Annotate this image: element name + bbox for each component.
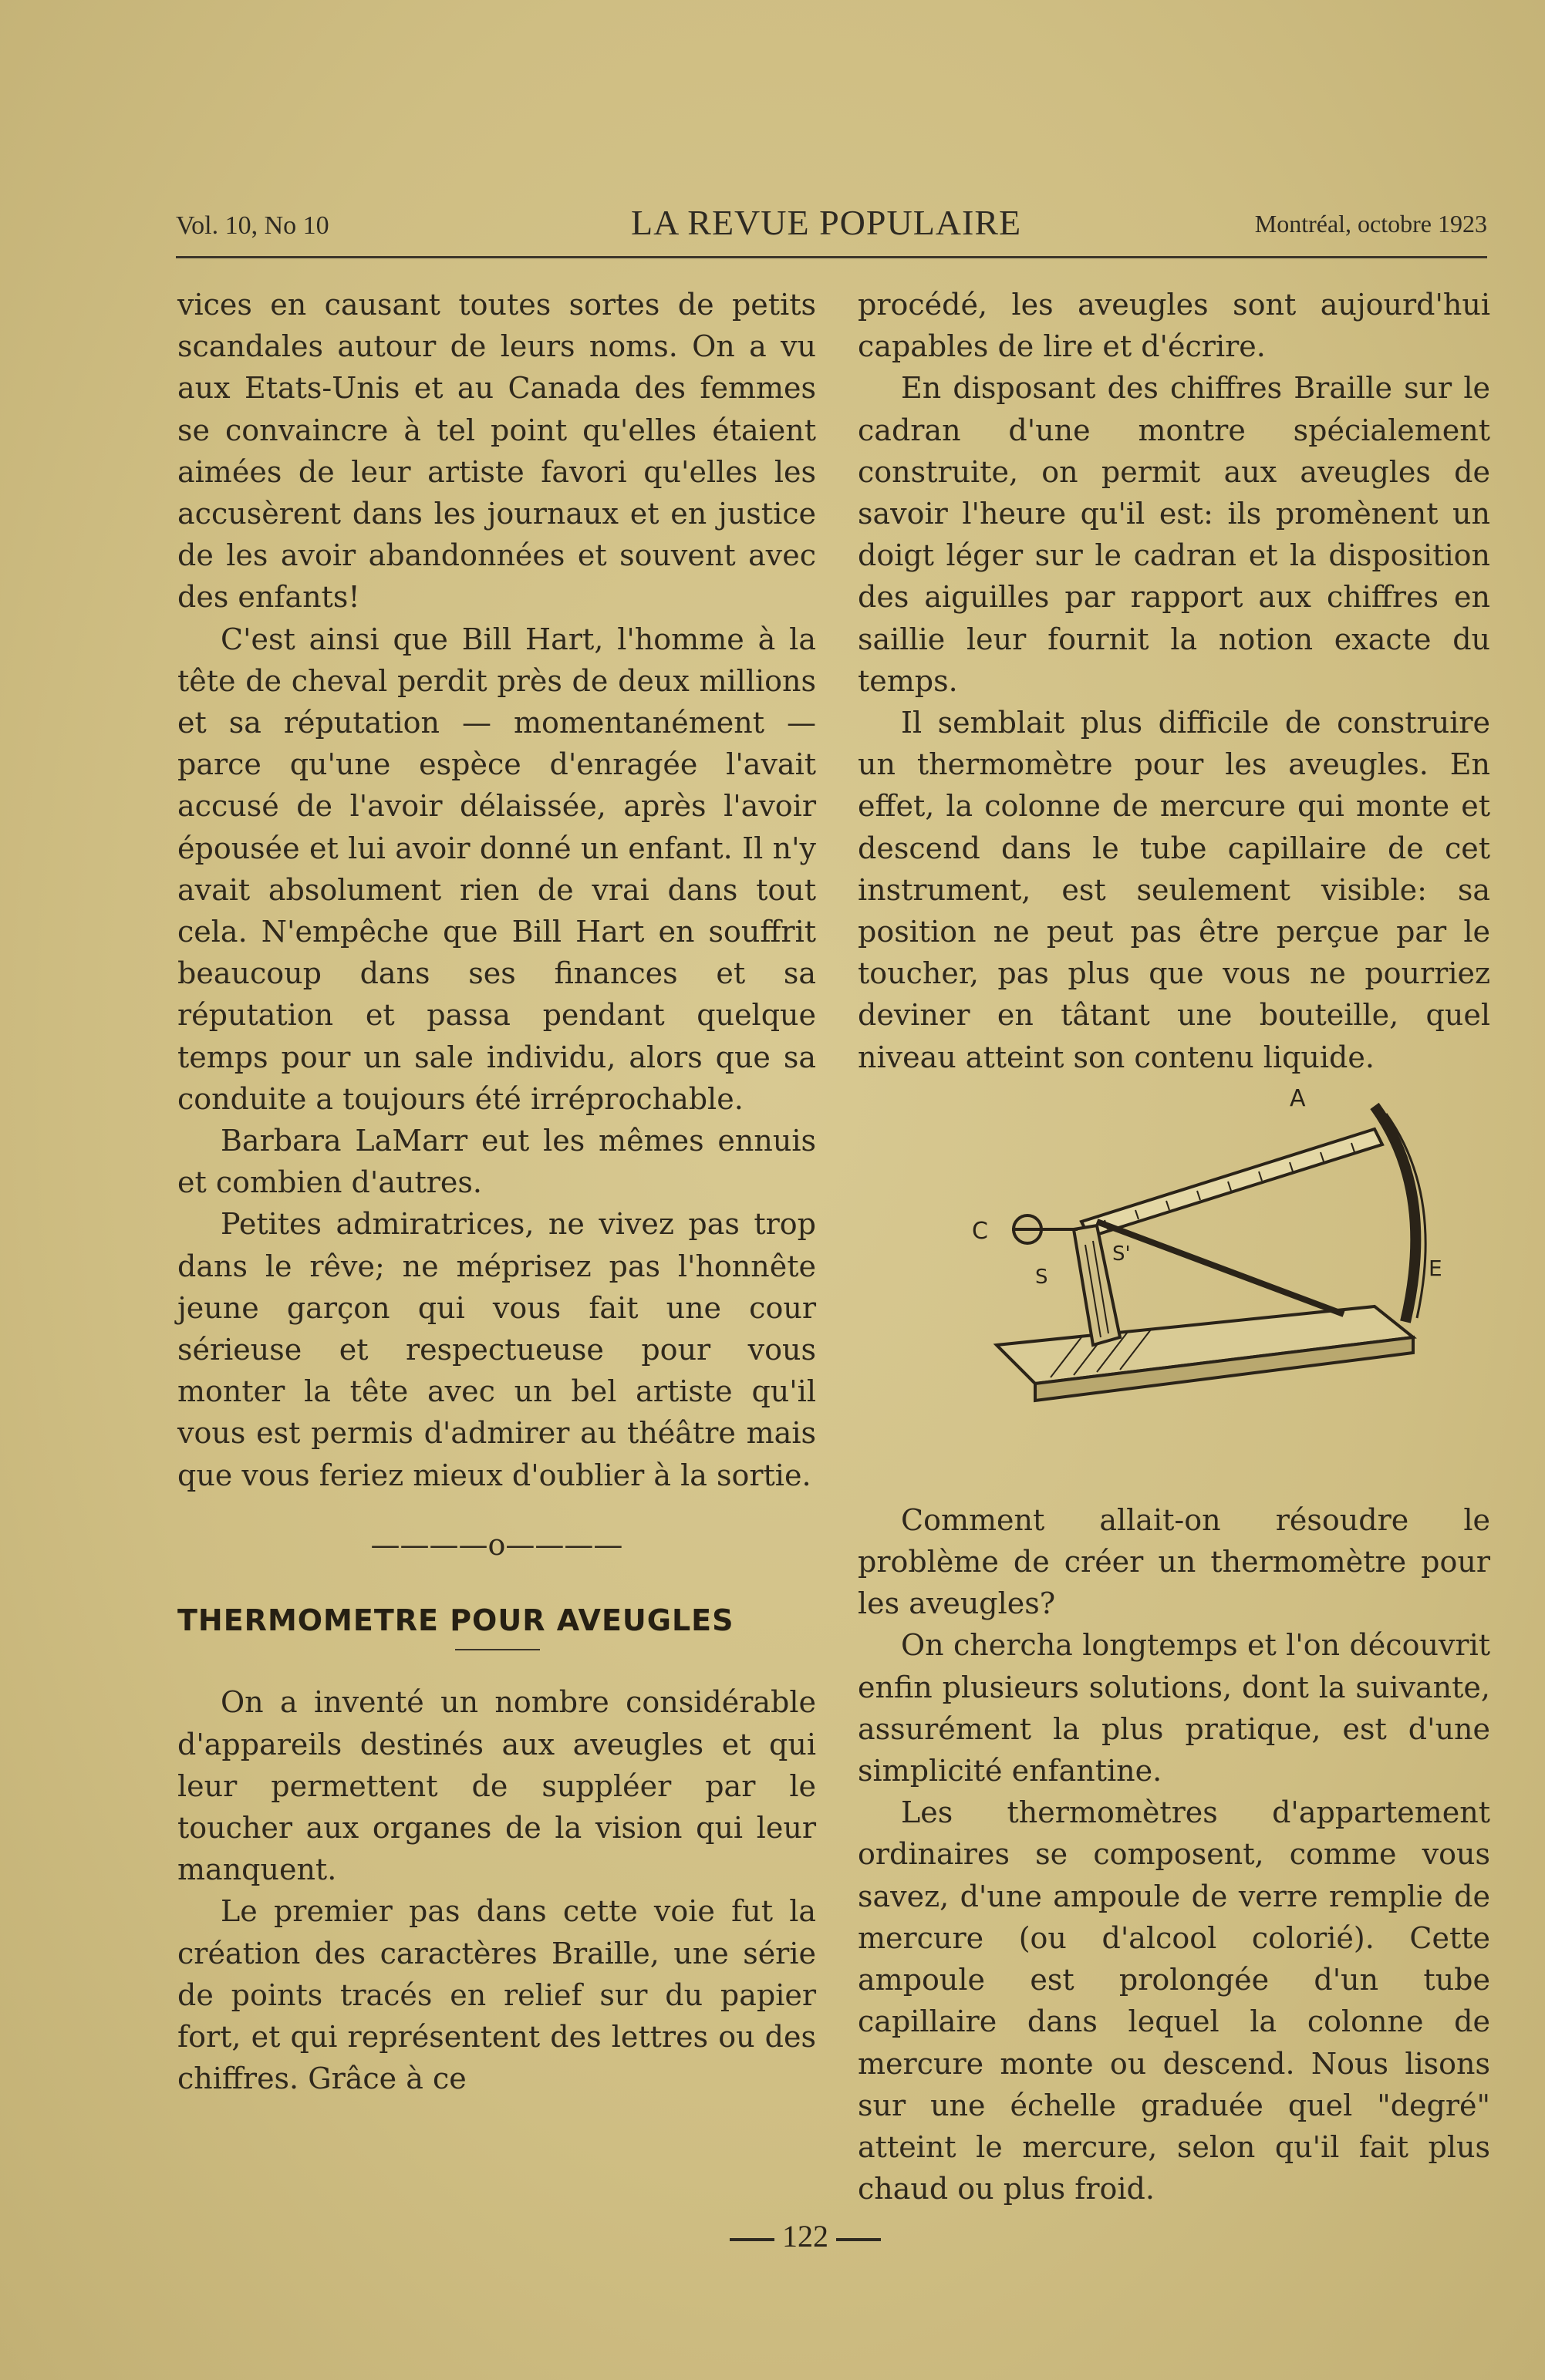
- paragraph: On chercha longtemps et l'on découvrit enfin plusieurs solutions, dont la suivante, assurément la plus pratique, est d'une simplicité enfantine.: [858, 1628, 1490, 1788]
- volume-number: Vol. 10, No 10: [176, 211, 329, 240]
- dateline: Montréal, octobre 1923: [1254, 210, 1487, 238]
- page-header: [176, 202, 1487, 248]
- section-title: THERMOMETRE POUR AVEUGLES: [177, 1603, 734, 1638]
- paragraph: Le premier pas dans cette voie fut la création des caractères Braille, une série de points tracés en relief sur du papier fort, et qui représentent des lettres ou des chiffres. Grâce à ce: [177, 1894, 816, 2096]
- paragraph: Les thermomètres d'appartement ordinaires se composent, comme vous savez, d'une ampoule de verre remplie de mercure (ou d'alcool colorié). Cette ampoule est prolongée d'un tube capillaire dans lequel la colonne de mercure monte ou descend. Nous lisons sur une échelle graduée quel "degré" atteint le mercure, selon qu'il fait plus chaud ou plus froid.: [858, 1795, 1490, 2206]
- paragraph: procédé, les aveugles sont aujourd'hui capables de lire et d'écrire.: [858, 288, 1490, 364]
- paragraph: vices en causant toutes sortes de petits scandales autour de leurs noms. On a vu aux Etats-Unis et au Canada des femmes se convaincre à tel point qu'elles étaient aimées de leur artiste favori qu'elles les accusèrent dans les journaux et en justice de les avoir abandonnées et souvent avec des enfants!: [177, 288, 816, 615]
- paragraph: Il semblait plus difficile de construire un thermomètre pour les aveugles. En effet, la colonne de mercure qui monte et descend dans le tube capillaire de cet instrument, est seulement visible: sa position ne peut pas être perçue par le toucher, pas plus que vous ne pourriez deviner en tâtant une bouteille, quel niveau atteint son contenu liquide.: [858, 706, 1490, 1074]
- folio-dash-left: [730, 2238, 774, 2241]
- left-column: [177, 284, 816, 2099]
- label-c: C: [972, 1217, 988, 1245]
- paragraph: Petites admiratrices, ne vivez pas trop dans le rêve; ne méprisez pas l'honnête jeune garçon qui vous fait une cour sérieuse et respectueuse pour vous monter la tête avec un bel artiste qu'il vous est permis d'admirer au théâtre mais que vous feriez mieux d'oublier à la sortie.: [177, 1207, 816, 1492]
- section-separator: ————o————: [370, 1527, 623, 1562]
- label-s-prime: S': [1112, 1242, 1131, 1266]
- page-number-text: 122: [782, 2219, 828, 2254]
- paragraph: On a inventé un nombre considérable d'appareils destinés aux aveugles et qui leur permettent de suppléer par le toucher aux organes de la vision qui leur manquent.: [177, 1685, 816, 1887]
- thermometer-drawing: [943, 1083, 1442, 1453]
- right-column: [858, 284, 1490, 2210]
- label-e: E: [1429, 1255, 1442, 1281]
- publication-title: LA REVUE POPULAIRE: [631, 203, 1022, 242]
- paragraph: C'est ainsi que Bill Hart, l'homme à la tête de cheval perdit près de deux millions et sa réputation — momentanément — parce qu'une espèce d'enragée l'avait accusé de l'avoir délaissée, après l'avoir épousée et lui avoir donné un enfant. Il n'y avait absolument rien de vrai dans tout cela. N'empêche que Bill Hart en souffrit beaucoup dans ses finances et sa réputation et passa pendant quelque temps pour un sale individu, alors que sa conduite a toujours été irréprochable.: [177, 622, 816, 1116]
- folio-dash-right: [836, 2238, 881, 2241]
- label-s: S: [1035, 1265, 1048, 1289]
- label-a: A: [1290, 1084, 1306, 1112]
- title-underline: [455, 1649, 540, 1650]
- thermometer-illustration: [858, 1083, 1490, 1468]
- paragraph: En disposant des chiffres Braille sur le cadran d'une montre spécialement construite, on permit aux aveugles de savoir l'heure qu'il est: ils promènent un doigt léger sur le cadran et la disposition des aiguilles par rapport aux chiffres en saillie leur fournit la notion exacte du temps.: [858, 371, 1490, 698]
- paragraph: Comment allait-on résoudre le problème de créer un thermomètre pour les aveugles?: [858, 1502, 1490, 1621]
- page-number: [722, 2218, 889, 2254]
- header-rule: [176, 256, 1487, 258]
- paragraph: Barbara LaMarr eut les mêmes ennuis et combien d'autres.: [177, 1124, 816, 1200]
